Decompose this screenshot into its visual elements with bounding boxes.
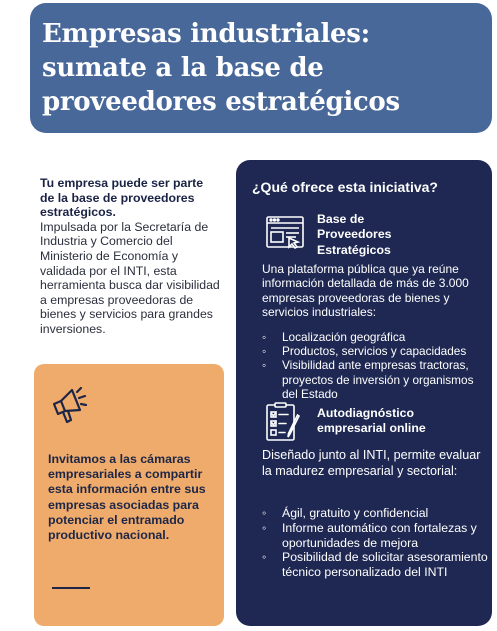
megaphone-icon xyxy=(48,384,90,426)
list-item: ◦ Localización geográfica xyxy=(262,330,488,344)
invitation-text: Invitamos a las cámaras empresariales a compartir esta información entre sus empresas asociadas para potenciar el entramado productivo nacional. xyxy=(48,452,206,543)
feature-description-base: Una plataforma pública que ya reúne información detallada de más de 3.000 empresas proveedoras de bienes y servicios industriales: xyxy=(262,262,469,320)
intro-lead: Tu empresa puede ser parte de la base de proveedores estratégicos. xyxy=(40,176,204,220)
intro-section xyxy=(40,176,220,337)
feature-description-autodiagnostico: Diseñado junto al INTI, permite evaluar la madurez empresarial y sectorial: xyxy=(262,448,481,478)
list-item: ◦ Productos, servicios y capacidades xyxy=(262,344,488,358)
invitation-card xyxy=(34,364,224,626)
title-banner xyxy=(30,3,492,133)
feature-title-base: Base de Proveedores Estratégicos xyxy=(317,212,392,257)
page-title-line-3: proveedores estratégicos xyxy=(42,87,400,117)
page-title-line-2: sumate a la base de xyxy=(42,53,324,83)
checklist-icon xyxy=(266,402,302,442)
page-title-line-1: Empresas industriales: xyxy=(42,19,370,49)
feature-title-autodiagnostico: Autodiagnóstico empresarial online xyxy=(317,406,426,436)
feature-bullets-autodiagnostico xyxy=(262,506,488,580)
list-item: ◦ Ágil, gratuito y confidencial xyxy=(262,506,488,521)
divider xyxy=(52,587,90,589)
intro-body: Impulsada por la Secretaría de Industria y Comercio del Ministerio de Economía y validada por el INTI, esta herramienta busca dar visibilidad a empresas proveedoras de bienes y servicios para grandes inversiones. xyxy=(40,219,220,336)
browser-window-icon xyxy=(266,216,304,250)
list-item: ◦ Visibilidad ante empresas tractoras, proyectos de inversión y organismos del Estado xyxy=(262,358,488,401)
offer-card xyxy=(236,160,492,626)
list-item: ◦ Posibilidad de solicitar asesoramiento técnico personalizado del INTI xyxy=(262,550,488,580)
feature-bullets-base xyxy=(262,330,488,401)
offer-heading: ¿Qué ofrece esta iniciativa? xyxy=(252,179,438,195)
list-item: ◦ Informe automático con fortalezas y oportunidades de mejora xyxy=(262,521,488,551)
